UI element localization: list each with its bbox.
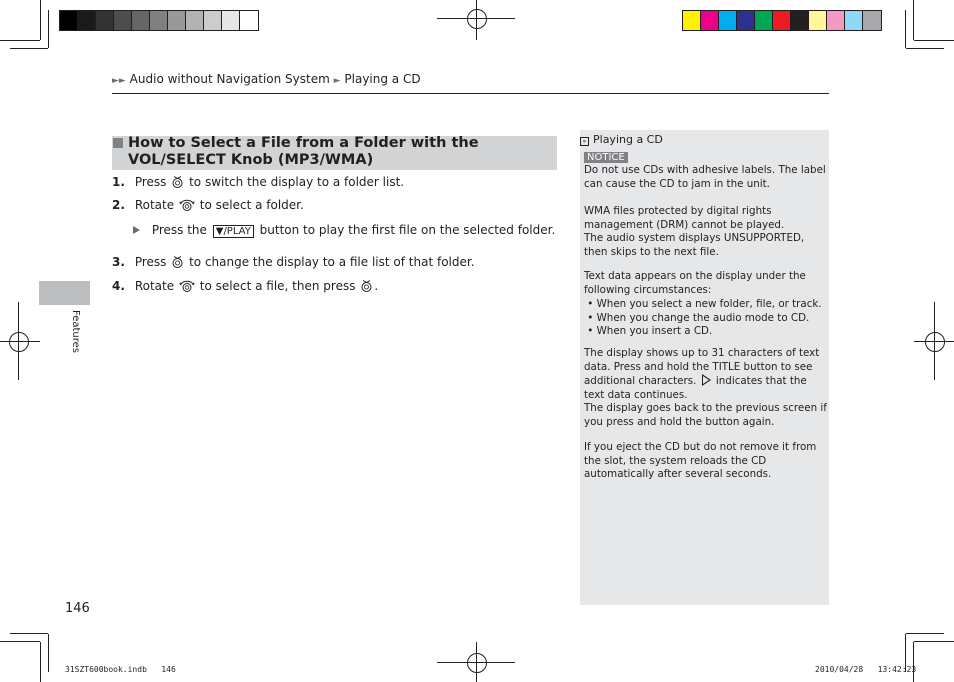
step-3 (112, 255, 475, 269)
step-text: to select a folder. (199, 198, 304, 212)
sidebar-title (580, 133, 663, 146)
print-slug-timestamp: 2010/04/28 13:42:23 (815, 665, 917, 674)
notice-badge: NOTICE (584, 152, 628, 163)
display-chars-text-a: The display shows up to 31 characters of text data. Press and hold the TITLE button to see additional characters. (584, 347, 820, 388)
step-2 (112, 198, 304, 212)
list-item-text: When you insert a CD. (596, 325, 713, 338)
breadcrumb (112, 72, 421, 86)
gray-swatch (222, 11, 240, 30)
color-swatch (737, 11, 755, 30)
gray-swatch (168, 11, 186, 30)
notice-text: Do not use CDs with adhesive labels. The label can cause the CD to jam in the unit. (584, 164, 826, 190)
step-4 (112, 279, 378, 293)
gray-swatch (114, 11, 132, 30)
sidebar-title-text: Playing a CD (593, 133, 663, 146)
chapter-tab[interactable] (39, 281, 90, 305)
unsupported-text: The audio system displays UNSUPPORTED, then skips to the next file. (584, 232, 805, 258)
gray-swatch (186, 11, 204, 30)
vol-select-knob-press-icon (171, 255, 184, 269)
color-swatch (863, 11, 881, 30)
step-number: 1. (112, 175, 125, 189)
list-item-text: When you select a new folder, file, or track. (596, 298, 822, 310)
color-swatch (755, 11, 773, 30)
section-bullet-icon (113, 138, 123, 148)
list-item: • When you change the audio mode to CD. (584, 311, 810, 324)
step-text: to change the display to a file list of that folder. (189, 255, 475, 269)
step-text: Rotate (134, 279, 175, 293)
list-item: • When you insert a CD. (584, 325, 713, 338)
step-number: 4. (112, 279, 125, 293)
section-heading (112, 136, 557, 170)
color-swatch (809, 11, 827, 30)
gray-swatch (60, 11, 78, 30)
reference-icon: » (580, 137, 589, 146)
vol-select-knob-press-icon (171, 175, 184, 189)
breadcrumb-prefix: ►► (112, 76, 126, 86)
vol-select-knob-rotate-icon (179, 198, 195, 212)
gray-swatch (204, 11, 222, 30)
step-number: 3. (112, 255, 125, 269)
section-title: How to Select a File from a Folder with the VOL/SELECT Knob (MP3/WMA) (128, 135, 479, 168)
display-chars-text (584, 347, 827, 403)
page-number: 146 (65, 601, 90, 616)
chapter-tab-label: Features (70, 310, 81, 353)
breadcrumb-link-audio[interactable]: Audio without Navigation System (129, 72, 330, 86)
sidebar-notes (580, 130, 829, 605)
color-swatch (791, 11, 809, 30)
step-2-substep (133, 223, 555, 238)
print-slug-file: 31SZT600book.indb 146 (65, 665, 176, 674)
color-calibration-bar (682, 10, 882, 31)
text-data-intro: Text data appears on the display under the following circumstances: (584, 270, 806, 296)
gray-swatch (96, 11, 114, 30)
color-swatch (719, 11, 737, 30)
step-1 (112, 175, 404, 189)
step-text: to select a file, then press (199, 279, 356, 293)
play-button-icon: ▼/PLAY (213, 225, 254, 238)
drm-text: WMA files protected by digital rights management (DRM) cannot be played. (584, 205, 785, 231)
step-text: to switch the display to a folder list. (189, 175, 405, 189)
step-text: Press (134, 175, 167, 189)
color-swatch (845, 11, 863, 30)
gray-swatch (132, 11, 150, 30)
circumstance-list (584, 298, 827, 339)
color-swatch (827, 11, 845, 30)
step-text: Press (134, 255, 167, 269)
header-rule (112, 93, 829, 94)
step-text: button to play the first file on the selected folder. (259, 223, 556, 237)
color-swatch (701, 11, 719, 30)
substep-arrow-icon (133, 226, 140, 234)
continue-arrow-icon (702, 374, 711, 386)
step-text: Press the (151, 223, 207, 237)
list-item-text: When you change the audio mode to CD. (596, 311, 810, 324)
vol-select-knob-rotate-icon (179, 279, 195, 293)
eject-text: If you eject the CD but do not remove it from the slot, the system reloads the CD automatically after several seconds. (584, 441, 817, 481)
gray-swatch (78, 11, 96, 30)
gray-swatch (150, 11, 168, 30)
step-number: 2. (112, 198, 125, 212)
grayscale-calibration-bar (59, 10, 259, 31)
color-swatch (683, 11, 701, 30)
breadcrumb-link-playing-cd[interactable]: Playing a CD (344, 72, 421, 86)
breadcrumb-separator: ► (333, 76, 341, 86)
color-swatch (773, 11, 791, 30)
vol-select-knob-press-icon (360, 279, 373, 293)
go-back-text: The display goes back to the previous screen if you press and hold the button again. (584, 402, 827, 428)
display-chars-text-b: indicates that the text data continues. (584, 375, 807, 402)
gray-swatch (240, 11, 258, 30)
step-text: . (374, 279, 379, 293)
list-item: • When you select a new folder, file, or track. (584, 298, 822, 310)
step-text: Rotate (134, 198, 175, 212)
